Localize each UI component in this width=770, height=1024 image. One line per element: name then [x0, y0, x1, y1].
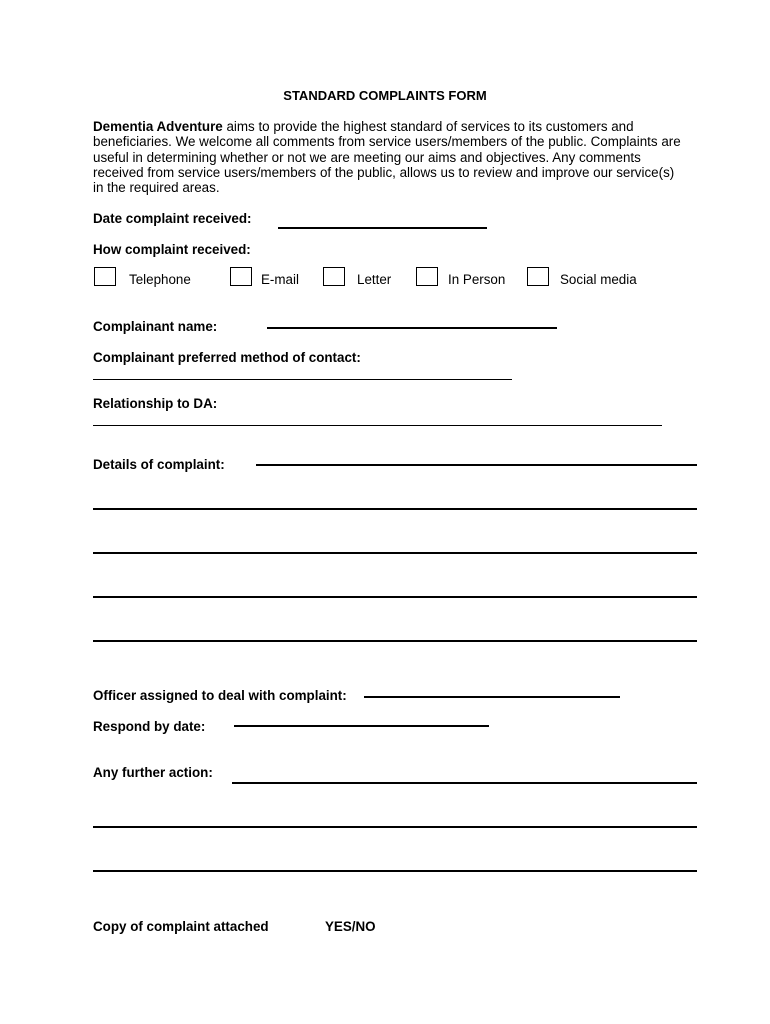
officer-label: Officer assigned to deal with complaint: — [93, 688, 347, 703]
date-received-label: Date complaint received: — [93, 211, 252, 226]
officer-line[interactable] — [364, 696, 620, 698]
further-action-line-3[interactable] — [93, 870, 697, 872]
form-title: STANDARD COMPLAINTS FORM — [283, 88, 487, 103]
intro-paragraph — [93, 119, 683, 195]
telephone-option-label: Telephone — [129, 272, 191, 287]
respond-by-line[interactable] — [234, 725, 489, 727]
relationship-label: Relationship to DA: — [93, 396, 218, 411]
details-label: Details of complaint: — [93, 457, 225, 472]
in-person-checkbox[interactable] — [416, 267, 438, 286]
details-line-2[interactable] — [93, 508, 697, 510]
intro-text: aims to provide the highest standard of services to its customers and beneficiaries. We welcome all comments from service users/members of the public. Complaints are useful in determining whether or not we are meeting our aims and objectives. Any comments received from service users/members of the public, allows us to review and improve our service(s) in the required areas. — [93, 119, 681, 196]
complainant-name-line[interactable] — [267, 327, 557, 329]
copy-attached-label: Copy of complaint attached — [93, 919, 269, 934]
email-checkbox[interactable] — [230, 267, 252, 286]
in-person-option-label: In Person — [448, 272, 506, 287]
further-action-label: Any further action: — [93, 765, 213, 780]
preferred-contact-label: Complainant preferred method of contact: — [93, 350, 361, 365]
details-line-5[interactable] — [93, 640, 697, 642]
relationship-line[interactable] — [93, 425, 662, 426]
date-received-line[interactable] — [278, 227, 487, 229]
further-action-line-2[interactable] — [93, 826, 697, 828]
how-received-label: How complaint received: — [93, 242, 251, 257]
intro-org-name: Dementia Adventure — [93, 119, 223, 134]
preferred-contact-line[interactable] — [93, 379, 512, 380]
details-line-3[interactable] — [93, 552, 697, 554]
letter-option-label: Letter — [357, 272, 392, 287]
respond-by-label: Respond by date: — [93, 719, 206, 734]
letter-checkbox[interactable] — [323, 267, 345, 286]
telephone-checkbox[interactable] — [94, 267, 116, 286]
social-media-checkbox[interactable] — [527, 267, 549, 286]
complainant-name-label: Complainant name: — [93, 319, 218, 334]
further-action-line-1[interactable] — [232, 782, 697, 784]
yes-no-option[interactable]: YES/NO — [325, 919, 376, 934]
details-line-1[interactable] — [256, 464, 697, 466]
social-media-option-label: Social media — [560, 272, 637, 287]
email-option-label: E-mail — [261, 272, 299, 287]
details-line-4[interactable] — [93, 596, 697, 598]
